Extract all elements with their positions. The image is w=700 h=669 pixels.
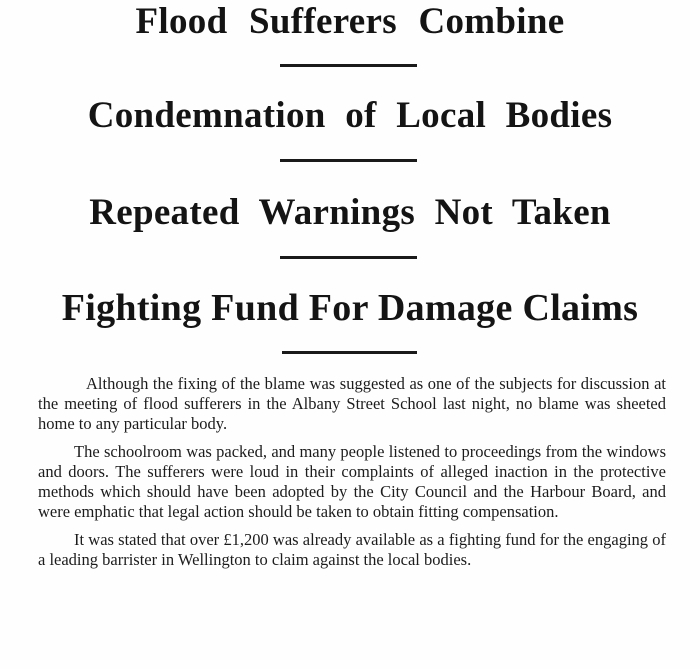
headline-divider xyxy=(282,351,417,354)
article-paragraph: It was stated that over £1,200 was already available as a fighting fund for the engaging of a leading barrister in Wellington to claim against the local bodies. xyxy=(38,530,666,569)
article-body xyxy=(38,374,666,578)
headline-flood-sufferers-combine: Flood Sufferers Combine xyxy=(135,1,565,42)
headline-divider xyxy=(280,159,417,162)
headline-divider xyxy=(280,256,417,259)
headline-fighting-fund: Fighting Fund For Damage Claims xyxy=(61,287,639,329)
headline-condemnation-of-local-bodies: Condemnation of Local Bodies xyxy=(87,95,613,136)
article-paragraph: Although the fixing of the blame was suggested as one of the subjects for discussion at the meeting of flood sufferers in the Albany Street School last night, no blame was sheeted home to any particular body. xyxy=(38,374,666,433)
headline-repeated-warnings: Repeated Warnings Not Taken xyxy=(89,192,611,233)
headline-divider xyxy=(280,64,417,67)
article-paragraph: The schoolroom was packed, and many people listened to proceedings from the windows and doors. The sufferers were loud in their complaints of alleged inaction in the protective methods which should have been adopted by the City Council and the Harbour Board, and were emphatic that legal action should be taken to obtain fitting compensation. xyxy=(38,442,666,521)
